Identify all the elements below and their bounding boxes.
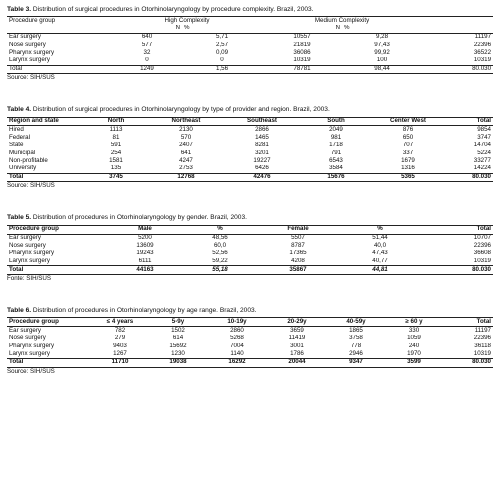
table-row (7, 335, 493, 343)
table-cell: Federal (9, 134, 30, 141)
table-cell: 577 (141, 41, 153, 48)
table-cell: 40,77 (372, 257, 388, 265)
table-5-block (7, 214, 493, 283)
table-cell: 4208 (291, 257, 305, 265)
table-cell: 3745 (85, 173, 147, 182)
table-3-label: Table 3. (7, 6, 32, 13)
table-cell: 6543 (329, 157, 343, 164)
table-3-header-cell: % (342, 25, 422, 33)
table-cell: 640 (141, 33, 153, 41)
table-cell: 13609 (136, 242, 154, 249)
table-5-header-cell: Total (421, 225, 493, 234)
table-cell: 60,0 (213, 242, 227, 249)
table-row (7, 242, 493, 250)
table-cell: 3747 (477, 134, 491, 141)
table-cell: 1718 (329, 141, 343, 149)
table-3-header-cell (7, 25, 112, 33)
table-cell: 22396 (473, 41, 492, 48)
table-row (7, 327, 493, 335)
table-cell: 36086 (293, 49, 311, 56)
table-row (7, 350, 493, 358)
table-cell: 44163 (107, 266, 183, 275)
table-cell: 778 (350, 342, 362, 349)
table-6-header-cell: 40-59y (327, 318, 385, 327)
table-5-header-cell: % (183, 225, 257, 234)
table-3-header-cell: Medium Complexity (262, 17, 422, 25)
table-4-caption (7, 106, 493, 113)
table-cell: 791 (330, 149, 342, 156)
table-cell: 8787 (291, 242, 305, 249)
table-cell: 2860 (230, 326, 244, 334)
table-6-header-cell: Total (443, 318, 493, 327)
table-cell: 11710 (91, 359, 149, 368)
table-cell: 1581 (109, 157, 123, 164)
table-4-header-cell: Center West (373, 117, 443, 126)
table-5-label: Table 5. (7, 214, 32, 222)
table-cell: Municipal (9, 149, 36, 156)
table-cell: 99,92 (374, 49, 390, 56)
table-5-caption-text: Distribution of procedures in Otorhinolaryngology by gender. Brazil, 2003. (31, 214, 247, 222)
table-cell: Larynx surgery (9, 257, 50, 265)
table-6-caption-text: Distribution of procedures in Otorhinolaryngology by age range. Brazil, 2003. (31, 307, 257, 315)
table-cell: 3659 (290, 326, 304, 334)
table-cell: 9,28 (376, 33, 389, 41)
table-cell: 40,0 (373, 242, 387, 249)
table-6-label: Table 6. (7, 307, 32, 315)
table-cell: 614 (172, 334, 184, 342)
table-4-header-cell: Northeast (147, 117, 225, 126)
table-cell: 1230 (171, 350, 185, 357)
table-cell: 52,56 (212, 249, 228, 257)
table-3-header-cell: Procedure group (7, 17, 112, 25)
table-cell: 3201 (255, 149, 269, 156)
table-5-header-cell: Procedure group (7, 225, 107, 234)
table-cell: 10319 (293, 56, 311, 64)
table-cell: 1465 (255, 134, 269, 141)
table-4-block (7, 106, 493, 190)
table-cell: 1970 (407, 350, 421, 357)
table-6-header-cell: 10-19y (207, 318, 267, 327)
table-3-header-cell: N (112, 25, 182, 33)
table-cell: 36608 (473, 249, 491, 257)
table-4-header-cell: North (85, 117, 147, 126)
table-cell: 5224 (477, 149, 491, 156)
table-cell: 591 (110, 141, 122, 149)
table-cell: 707 (402, 141, 414, 149)
table-cell: 80.030 (443, 173, 493, 182)
table-cell: 9403 (113, 342, 127, 349)
table-6-source: Source: SIH/SUS (7, 367, 55, 375)
table-cell: 4247 (179, 157, 193, 164)
table-6-header-cell: 5-9y (149, 318, 207, 327)
table-cell: Total (7, 173, 85, 182)
table-cell: State (9, 141, 24, 149)
table-cell: 35867 (257, 266, 339, 275)
table-cell: 78781 (262, 65, 342, 74)
table-cell: 1502 (171, 326, 185, 334)
table-cell: 19243 (136, 249, 154, 257)
table-cell: 22396 (473, 242, 491, 249)
table-cell: Ear surgery (9, 234, 41, 241)
table-row (7, 150, 493, 158)
table-cell: 51,44 (372, 234, 388, 241)
table-cell: 2407 (179, 141, 193, 149)
table-cell: 2946 (349, 350, 363, 357)
table-cell: 981 (330, 134, 342, 141)
table-cell: 42476 (225, 173, 299, 182)
table-cell: Non-profitable (9, 157, 48, 164)
table-3-header-cell: % (182, 25, 262, 33)
table-cell: 21819 (293, 41, 311, 48)
table-cell: Pharynx surgery (9, 249, 55, 257)
table-5-header-cell: % (339, 225, 421, 234)
table-cell: 81 (112, 134, 120, 141)
table-cell: 44,81 (339, 266, 421, 275)
table-cell: 2,57 (215, 41, 229, 48)
table-3-header-cell (422, 25, 493, 33)
table-total-row (7, 266, 493, 275)
table-3-source: Source: SIH/SUS (7, 74, 55, 82)
table-cell: 5365 (373, 173, 443, 182)
table-cell: 11197 (474, 326, 491, 334)
table-cell: 12768 (147, 173, 225, 182)
table-row (7, 165, 493, 173)
table-cell: 10707 (473, 234, 491, 241)
table-cell: 10319 (473, 350, 491, 357)
table-3-caption-text: Distribution of surgical procedures in Otorhinolaryngology by procedure complexity. Brazil, 2003. (31, 6, 314, 13)
table-row (7, 258, 493, 266)
table-cell: 240 (408, 342, 420, 349)
table-cell: 5200 (138, 234, 152, 241)
table-3 (7, 16, 493, 74)
table-5-header-cell: Male (107, 225, 183, 234)
table-cell: 33277 (473, 157, 491, 164)
table-cell: 16292 (207, 359, 267, 368)
table-cell: 11419 (288, 334, 306, 342)
table-total-row (7, 359, 493, 368)
table-cell: 650 (402, 134, 414, 141)
table-cell: 55,18 (183, 266, 257, 275)
table-row (7, 134, 493, 142)
table-cell: 1316 (401, 165, 415, 172)
table-cell: 20044 (267, 359, 327, 368)
table-6-header-cell: ≥ 60 y (385, 318, 443, 327)
table-5-caption (7, 214, 493, 221)
table-6-header-cell: ≤ 4 years (91, 318, 149, 327)
table-cell: University (9, 165, 37, 172)
table-cell: 3584 (329, 165, 343, 172)
table-cell: 3599 (385, 359, 443, 368)
table-4 (7, 117, 493, 183)
table-cell: Pharynx surgery (9, 49, 55, 56)
table-cell: 11197 (474, 33, 492, 41)
table-6-header-cell: Procedure group (7, 318, 91, 327)
table-4-header-cell: South (299, 117, 373, 126)
table-cell: 254 (110, 149, 122, 156)
table-4-caption-text: Distribution of surgical procedures in Otorhinolaryngology by type of provider and region. Brazil, 2003. (31, 106, 330, 114)
table-5-source: Fonte: SIH/SUS (7, 275, 52, 283)
table-4-header-cell: Total (443, 117, 493, 126)
table-cell: 36118 (474, 342, 491, 349)
table-cell: Total (7, 359, 91, 368)
table-cell: 15692 (169, 342, 187, 349)
table-cell: 97,43 (374, 41, 390, 48)
table-cell: 1679 (401, 157, 415, 164)
table-row (7, 250, 493, 258)
table-cell: 9854 (477, 125, 491, 133)
table-cell: 2753 (179, 165, 193, 172)
table-row (7, 49, 493, 57)
table-cell: 9347 (327, 359, 385, 368)
table-5 (7, 225, 493, 275)
table-6 (7, 317, 493, 367)
table-cell: Nose surgery (9, 242, 46, 249)
table-cell: 2866 (255, 125, 269, 133)
table-cell: 0,09 (215, 49, 229, 56)
table-6-block (7, 307, 493, 376)
table-3-header-cell: High Complexity (112, 17, 262, 25)
table-cell: 641 (180, 149, 192, 156)
table-cell: 1249 (112, 65, 182, 74)
table-cell: 14224 (473, 165, 491, 172)
table-cell: 10319 (473, 56, 492, 64)
table-cell: Ear surgery (9, 33, 41, 41)
table-cell: 8281 (255, 141, 269, 149)
table-cell: 80.030 (443, 359, 493, 368)
table-row (7, 157, 493, 165)
table-cell: 5268 (230, 334, 244, 342)
table-cell: 19038 (149, 359, 207, 368)
table-cell: 1059 (407, 334, 421, 342)
table-row (7, 234, 493, 242)
table-cell: Nose surgery (9, 334, 46, 342)
table-cell: 98,44 (342, 65, 422, 74)
table-cell: 1786 (290, 350, 304, 357)
table-cell: 135 (110, 165, 122, 172)
table-6-header-cell: 20-29y (267, 318, 327, 327)
table-cell: Total (7, 266, 107, 275)
table-3-header-cell: N (262, 25, 342, 33)
table-cell: Nose surgery (9, 41, 46, 48)
table-3-caption (7, 6, 493, 13)
table-cell: 6426 (255, 165, 269, 172)
table-cell: 32 (143, 49, 151, 56)
table-cell: 7004 (230, 342, 244, 349)
table-cell: 36522 (473, 49, 492, 56)
table-cell: 17365 (289, 249, 307, 257)
table-cell: 5,71 (215, 33, 229, 41)
table-cell: 1140 (230, 350, 244, 357)
table-3-header-cell (422, 17, 493, 25)
table-cell: Hired (9, 125, 24, 133)
table-row (7, 57, 493, 65)
table-cell: 80.030 (422, 65, 493, 74)
table-cell: Pharynx surgery (9, 342, 55, 349)
table-4-label: Table 4. (7, 106, 32, 114)
table-cell: 22396 (473, 334, 491, 342)
table-4-header-cell: Southeast (225, 117, 299, 126)
table-cell: 10557 (293, 33, 311, 41)
table-total-row (7, 65, 493, 74)
table-cell: 0 (145, 56, 149, 64)
table-3-block (7, 6, 493, 82)
table-cell: 1,56 (182, 65, 262, 74)
table-cell: 59,22 (212, 257, 228, 265)
table-cell: 14704 (473, 141, 491, 149)
table-cell: 330 (408, 326, 420, 334)
table-cell: 782 (114, 326, 126, 334)
table-cell: 2049 (329, 125, 343, 133)
table-cell: 876 (402, 125, 414, 133)
table-cell: Total (7, 65, 112, 74)
table-cell: 0 (220, 56, 224, 64)
table-6-caption (7, 307, 493, 314)
table-row (7, 33, 493, 41)
table-cell: 80.030 (421, 266, 493, 275)
table-cell: 6111 (138, 257, 152, 265)
table-cell: 10319 (473, 257, 491, 265)
table-cell: 1267 (113, 350, 127, 357)
table-cell: 279 (114, 334, 126, 342)
table-4-source: Source: SIH/SUS (7, 182, 55, 190)
table-row (7, 343, 493, 351)
table-cell: 3001 (290, 342, 304, 349)
table-cell: 2130 (179, 125, 193, 133)
table-cell: 19227 (253, 157, 271, 164)
table-cell: 5507 (291, 234, 305, 241)
table-cell: 570 (180, 134, 192, 141)
table-cell: 1113 (109, 125, 123, 133)
table-cell: 15676 (299, 173, 373, 182)
table-cell: Larynx surgery (9, 56, 50, 64)
table-4-header-cell: Region and state (7, 117, 85, 126)
table-cell: 3758 (349, 334, 363, 342)
table-cell: 47,43 (372, 249, 388, 257)
table-row (7, 126, 493, 134)
table-row (7, 42, 493, 50)
table-total-row (7, 173, 493, 182)
table-cell: 337 (402, 149, 414, 156)
table-cell: 100 (376, 56, 388, 64)
table-row (7, 142, 493, 150)
table-cell: Larynx surgery (9, 350, 50, 357)
table-cell: Ear surgery (9, 326, 41, 334)
table-5-header-cell: Female (257, 225, 339, 234)
table-cell: 48,56 (212, 234, 228, 241)
table-cell: 1865 (349, 326, 363, 334)
